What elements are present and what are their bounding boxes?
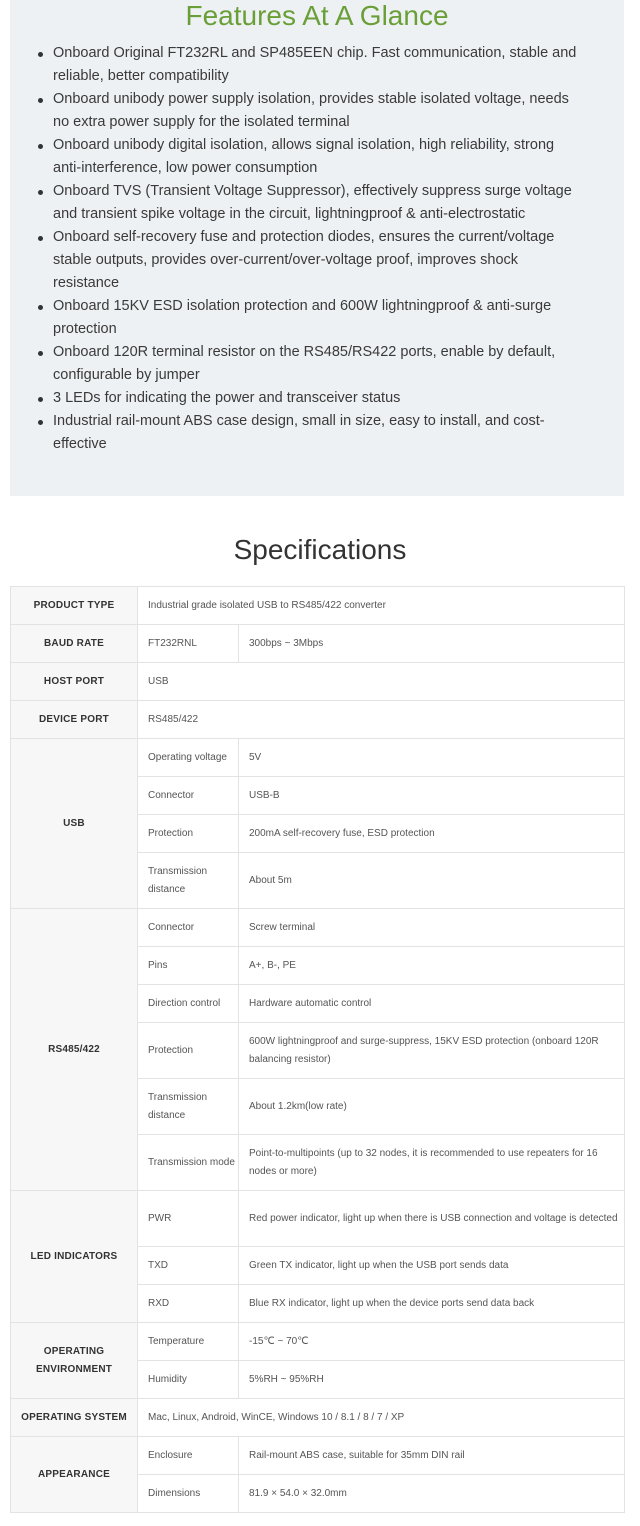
- spec-label: HOST PORT: [11, 663, 138, 701]
- spec-label: BAUD RATE: [11, 625, 138, 663]
- spec-subname: Transmission mode: [138, 1135, 239, 1191]
- spec-subname: Direction control: [138, 985, 239, 1023]
- spec-subname: TXD: [138, 1247, 239, 1285]
- spec-subname: Protection: [138, 815, 239, 853]
- spec-value: 5%RH ~ 95%RH: [239, 1361, 625, 1399]
- spec-label: APPEARANCE: [11, 1437, 138, 1513]
- spec-row-host-port: [11, 663, 625, 701]
- spec-value: 600W lightningproof and surge-suppress, 15KV ESD protection (onboard 120R balancing resistor): [239, 1023, 625, 1079]
- spec-row-usb: [11, 739, 625, 777]
- spec-label: DEVICE PORT: [11, 701, 138, 739]
- spec-label: LED INDICATORS: [11, 1191, 138, 1323]
- spec-subname: Transmission distance: [138, 1079, 239, 1135]
- features-title: Features At A Glance: [185, 0, 449, 31]
- spec-label: PRODUCT TYPE: [11, 587, 138, 625]
- specifications-table: [10, 586, 625, 1513]
- features-section: [10, 0, 624, 496]
- spec-subname: Temperature: [138, 1323, 239, 1361]
- spec-value: Hardware automatic control: [239, 985, 625, 1023]
- spec-row-rs485: [11, 909, 625, 947]
- feature-item: Onboard 120R terminal resistor on the RS485/RS422 ports, enable by default, configurable by jumper: [30, 341, 583, 387]
- spec-value: Point-to-multipoints (up to 32 nodes, it is recommended to use repeaters for 16 nodes or more): [239, 1135, 625, 1191]
- spec-subname: Protection: [138, 1023, 239, 1079]
- spec-value: USB: [138, 663, 625, 701]
- spec-value: RS485/422: [138, 701, 625, 739]
- spec-value: Screw terminal: [239, 909, 625, 947]
- feature-item: Onboard Original FT232RL and SP485EEN chip. Fast communication, stable and reliable, better compatibility: [30, 42, 583, 88]
- feature-item: Onboard 15KV ESD isolation protection and 600W lightningproof & anti-surge protection: [30, 295, 583, 341]
- spec-subname: Connector: [138, 777, 239, 815]
- features-list: [10, 42, 624, 456]
- spec-label: USB: [11, 739, 138, 909]
- spec-value: Blue RX indicator, light up when the device ports send data back: [239, 1285, 625, 1323]
- spec-value: 5V: [239, 739, 625, 777]
- spec-value: -15℃ ~ 70℃: [239, 1323, 625, 1361]
- spec-row-appearance: [11, 1437, 625, 1475]
- spec-value: USB-B: [239, 777, 625, 815]
- spec-subname: RXD: [138, 1285, 239, 1323]
- spec-row-baud-rate: [11, 625, 625, 663]
- spec-value: Rail-mount ABS case, suitable for 35mm DIN rail: [239, 1437, 625, 1475]
- spec-subname: Enclosure: [138, 1437, 239, 1475]
- feature-item: Onboard unibody power supply isolation, provides stable isolated voltage, needs no extra power supply for the isolated terminal: [30, 88, 583, 134]
- spec-label: OPERATING SYSTEM: [11, 1399, 138, 1437]
- spec-row-environment: [11, 1323, 625, 1361]
- feature-item: Industrial rail-mount ABS case design, small in size, easy to install, and cost-effective: [30, 410, 583, 456]
- spec-value: A+, B-, PE: [239, 947, 625, 985]
- spec-value: 81.9 × 54.0 × 32.0mm: [239, 1475, 625, 1513]
- spec-subname: Transmission distance: [138, 853, 239, 909]
- spec-value: About 1.2km(low rate): [239, 1079, 625, 1135]
- spec-value: About 5m: [239, 853, 625, 909]
- spec-value: Mac, Linux, Android, WinCE, Windows 10 / 8.1 / 8 / 7 / XP: [138, 1399, 625, 1437]
- specifications-title: Specifications: [233, 534, 407, 565]
- spec-subname: Humidity: [138, 1361, 239, 1399]
- spec-subname: Dimensions: [138, 1475, 239, 1513]
- spec-subname: Operating voltage: [138, 739, 239, 777]
- spec-row-product-type: [11, 587, 625, 625]
- spec-row-os: [11, 1399, 625, 1437]
- spec-value: 200mA self-recovery fuse, ESD protection: [239, 815, 625, 853]
- spec-row-led: [11, 1191, 625, 1247]
- feature-item: Onboard TVS (Transient Voltage Suppressor), effectively suppress surge voltage and transient spike voltage in the circuit, lightningproof & anti-electrostatic: [30, 180, 583, 226]
- spec-subname: Connector: [138, 909, 239, 947]
- spec-value: Green TX indicator, light up when the USB port sends data: [239, 1247, 625, 1285]
- feature-item: Onboard unibody digital isolation, allows signal isolation, high reliability, strong anti-interference, low power consumption: [30, 134, 583, 180]
- spec-label: RS485/422: [11, 909, 138, 1191]
- spec-value: Industrial grade isolated USB to RS485/422 converter: [138, 587, 625, 625]
- spec-label: OPERATING ENVIRONMENT: [11, 1323, 138, 1399]
- spec-value: Red power indicator, light up when there is USB connection and voltage is detected: [239, 1191, 625, 1247]
- feature-item: 3 LEDs for indicating the power and transceiver status: [30, 387, 583, 410]
- spec-subname: PWR: [138, 1191, 239, 1247]
- spec-row-device-port: [11, 701, 625, 739]
- feature-item: Onboard self-recovery fuse and protection diodes, ensures the current/voltage stable outputs, provides over-current/over-voltage proof, improves shock resistance: [30, 226, 583, 295]
- spec-subname: FT232RNL: [138, 625, 239, 663]
- spec-value: 300bps ~ 3Mbps: [239, 625, 625, 663]
- spec-subname: Pins: [138, 947, 239, 985]
